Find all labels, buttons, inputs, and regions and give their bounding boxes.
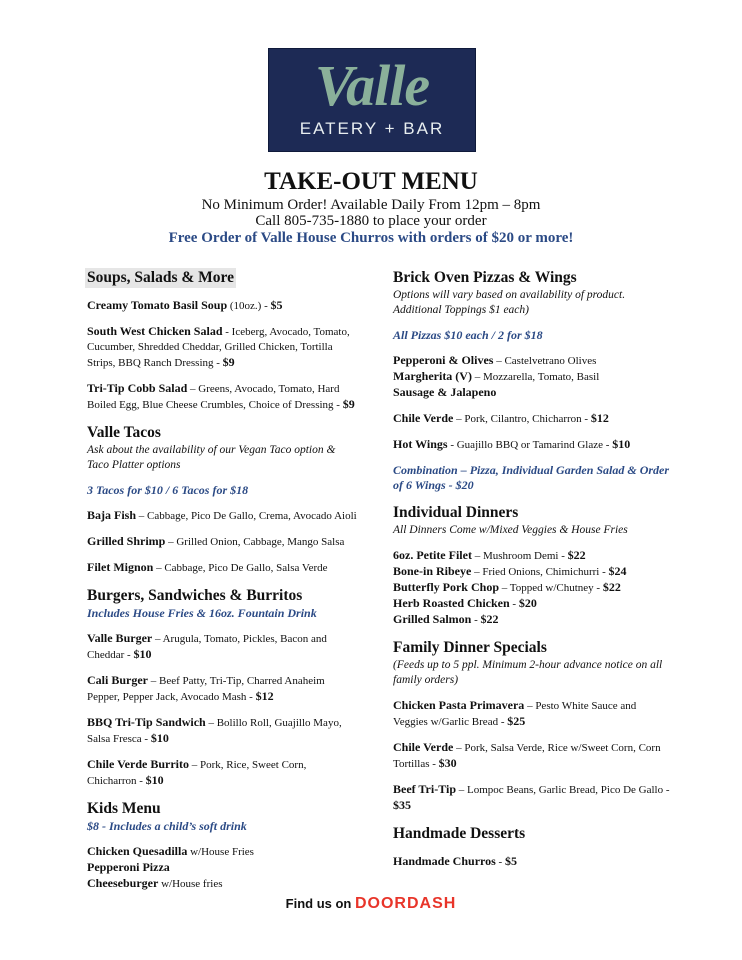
item-desc: – Topped w/Chutney - [499,582,603,594]
item-name: Herb Roasted Chicken [393,596,510,610]
menu-item [393,353,673,369]
menu-header [0,167,742,247]
pizza-deal: All Pizzas $10 each / 2 for $18 [393,328,543,342]
section-title-soups: Soups, Salads & More [87,269,234,286]
item-desc: - [471,614,481,626]
section-title-kids: Kids Menu [87,800,161,817]
menu-item [87,534,357,550]
item-price: $25 [507,714,526,728]
combo-deal: Combination – Pizza, Individual Garden Salad & Order of 6 Wings - $20 [393,463,670,492]
item-price: $10 [150,731,169,745]
item-desc: – Bolillo Roll, Guajillo Mayo, Salsa Fresca - [87,717,342,745]
item-price: $10 [612,437,631,451]
item-price: $5 [504,854,517,868]
item-desc: - Iceberg, Avocado, Tomato, Cucumber, Shredded Cheddar, Grilled Chicken, Tortilla Strips, BBQ Ranch Dressing - [87,326,350,369]
burgers-deal: Includes House Fries & 16oz. Fountain Drink [87,606,317,620]
item-desc: – Pork, Rice, Sweet Corn, Chicharron - [87,759,307,787]
item-name: Chicken Quesadilla [87,844,188,858]
section-note: Options will vary based on availability of product. Additional Toppings $1 each) [393,289,626,316]
menu-item [87,715,357,747]
item-name: Sausage & Jalapeno [393,385,497,399]
item-price: $22 [480,612,499,626]
item-desc: – Mushroom Demi - [471,550,568,562]
item-desc: – Cabbage, Pico De Gallo, Salsa Verde [153,562,328,574]
hours-line: No Minimum Order! Available Daily From 12pm – 8pm [201,197,541,213]
valle-logo [268,48,476,152]
item-price: $12 [255,689,274,703]
section-note: Ask about the availability of our Vegan Taco option & Taco Platter options [87,444,336,471]
menu-item [393,369,673,385]
menu-item [393,564,673,580]
doordash-badge[interactable] [0,895,742,913]
item-name: Chicken Pasta Primavera [393,698,525,712]
item-desc: – Arugula, Tomato, Pickles, Bacon and Cheddar - [87,633,327,661]
kids-deal: $8 - Includes a child’s soft drink [87,819,247,833]
item-desc: w/House Fries [187,846,254,858]
section-title-pizzas: Brick Oven Pizzas & Wings [393,269,577,286]
phone-line: Call 805-735-1880 to place your order [255,213,487,229]
section-note: All Dinners Come w/Mixed Veggies & House Fries [393,524,628,536]
item-name: Chile Verde Burrito [87,757,189,771]
item-name: BBQ Tri-Tip Sandwich [87,715,206,729]
item-desc: – Pesto White Sauce and Veggies w/Garlic Bread - [393,700,637,728]
section-title-tacos: Valle Tacos [87,424,161,441]
item-desc: w/House fries [158,878,223,890]
section-title-desserts: Handmade Desserts [393,825,526,842]
menu-item [87,673,357,705]
item-name: Cheeseburger [87,876,159,890]
menu-item [87,844,357,860]
item-name: Chile Verde [393,411,454,425]
item-name: Grilled Salmon [393,612,472,626]
right-column [393,268,673,870]
menu-item [393,698,673,730]
item-name: Beef Tri-Tip [393,782,456,796]
item-name: 6oz. Petite Filet [393,548,472,562]
menu-item [87,631,357,663]
menu-item [87,560,357,576]
section-title-burgers: Burgers, Sandwiches & Burritos [87,587,303,604]
item-name: Bone-in Ribeye [393,564,472,578]
menu-item [393,596,673,612]
item-name: South West Chicken Salad [87,324,223,338]
menu-item [393,548,673,564]
item-name: Baja Fish [87,508,137,522]
item-desc: – Grilled Onion, Cabbage, Mango Salsa [165,536,345,548]
item-desc: – Fried Onions, Chimichurri - [471,566,609,578]
item-name: Chile Verde [393,740,454,754]
item-name: Hot Wings [393,437,448,451]
menu-item [393,854,673,870]
item-desc: (10oz.) - [227,300,271,312]
item-price: $24 [608,564,627,578]
menu-item [87,508,357,524]
logo-name: Valle [314,53,430,118]
menu-item [393,612,673,628]
item-desc: – Pork, Salsa Verde, Rice w/Sweet Corn, Corn Tortillas - [393,742,661,770]
section-note: (Feeds up to 5 ppl. Minimum 2-hour advance notice on all family orders) [393,659,663,686]
item-desc: – Greens, Avocado, Tomato, Hard Boiled Egg, Blue Cheese Crumbles, Choice of Dressing - [87,383,343,411]
menu-item [87,298,357,314]
section-title-dinners: Individual Dinners [393,504,519,521]
find-us-label: Find us on [285,896,355,911]
item-price: $9 [222,355,235,369]
menu-item [87,324,357,371]
doordash-logo: DOORDASH [354,895,457,912]
menu-item [393,411,673,427]
item-price: $10 [145,773,164,787]
item-name: Cali Burger [87,673,148,687]
item-price: $5 [270,298,283,312]
item-name: Pepperoni & Olives [393,353,494,367]
item-price: $35 [393,798,411,812]
section-title-family: Family Dinner Specials [393,639,547,656]
left-column [87,268,357,892]
taco-deal: 3 Tacos for $10 / 6 Tacos for $18 [87,483,249,497]
menu-item [393,437,673,453]
item-name: Pepperoni Pizza [87,860,170,874]
item-desc: – Lompoc Beans, Garlic Bread, Pico De Gallo - [456,784,670,796]
item-name: Butterfly Pork Chop [393,580,499,594]
item-price: $10 [133,647,152,661]
churros-promo: Free Order of Valle House Churros with orders of $20 or more! [168,230,574,246]
item-name: Handmade Churros [393,854,496,868]
item-price: $22 [602,580,621,594]
item-desc: - Guajillo BBQ or Tamarind Glaze - [447,439,613,451]
logo-subtitle: EATERY + BAR [299,119,445,138]
item-price: $22 [567,548,586,562]
menu-item [87,381,357,413]
menu-item [393,740,673,772]
item-desc: – Cabbage, Pico De Gallo, Crema, Avocado Aioli [136,510,357,522]
menu-item [87,876,357,892]
menu-item [393,782,673,814]
item-name: Creamy Tomato Basil Soup [87,298,228,312]
item-price: $20 [518,596,537,610]
item-desc: – Pork, Cilantro, Chicharron - [453,413,591,425]
item-name: Tri-Tip Cobb Salad [87,381,188,395]
item-desc: – Castelvetrano Olives [493,355,597,367]
item-price: $12 [590,411,609,425]
item-desc: - [509,598,519,610]
menu-item [393,580,673,596]
menu-item [393,385,673,401]
item-desc: - [495,856,505,868]
item-name: Grilled Shrimp [87,534,166,548]
menu-item [87,757,357,789]
item-name: Valle Burger [87,631,153,645]
item-desc: – Mozzarella, Tomato, Basil [471,371,600,383]
item-price: $30 [438,756,457,770]
item-price: $9 [342,397,355,411]
item-desc: – Beef Patty, Tri-Tip, Charred Anaheim Pepper, Pepper Jack, Avocado Mash - [87,675,325,703]
item-name: Filet Mignon [87,560,154,574]
page-title: TAKE-OUT MENU [264,168,478,195]
menu-item [87,860,357,876]
item-name: Margherita (V) [393,369,472,383]
